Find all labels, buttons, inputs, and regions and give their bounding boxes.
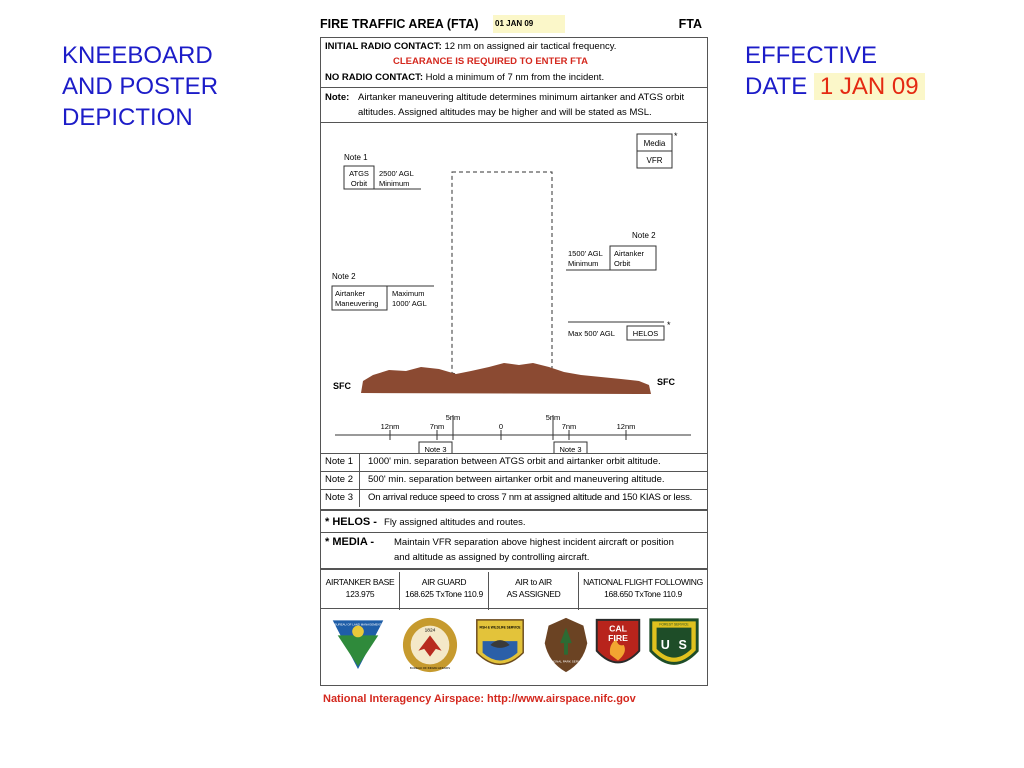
calfire-logo-icon bbox=[589, 616, 647, 674]
freq-label: NATIONAL FLIGHT FOLLOWING bbox=[583, 577, 703, 587]
vfr-label: VFR bbox=[646, 156, 663, 165]
divider bbox=[321, 509, 707, 511]
left-title-line: DEPICTION bbox=[62, 104, 193, 131]
helos-row bbox=[325, 516, 526, 528]
sfc-right-label: SFC bbox=[657, 377, 675, 387]
initial-contact-text: 12 nm on assigned air tactical frequency. bbox=[444, 41, 617, 52]
scale-12nm-right: 12nm bbox=[616, 422, 636, 431]
freq-air-guard bbox=[399, 572, 488, 610]
initial-contact bbox=[325, 41, 616, 52]
card-frame bbox=[320, 37, 708, 686]
freq-airtanker-base bbox=[321, 572, 399, 610]
note3-right-label: Note 3 bbox=[559, 445, 582, 453]
note-row bbox=[321, 453, 707, 471]
calfire-line2: FIRE bbox=[608, 633, 628, 644]
scale-7nm-right: 7nm bbox=[561, 422, 577, 431]
orbit-altitude: 1500' AGL bbox=[568, 249, 603, 258]
bia-text: BUREAU OF INDIAN AFFAIRS bbox=[409, 666, 451, 671]
effective-date-highlight: 1 JAN 09 bbox=[814, 73, 925, 100]
note1-label: Note 1 bbox=[344, 153, 368, 162]
note-separator bbox=[359, 453, 360, 471]
maneuver-altitude: 1000' AGL bbox=[392, 299, 427, 308]
helos-altitude: Max 500' AGL bbox=[568, 329, 615, 338]
usfs-text: FOREST SERVICE bbox=[659, 622, 689, 627]
clearance-text: CLEARANCE IS REQUIRED TO ENTER FTA bbox=[393, 56, 588, 67]
helos-asterisk: * bbox=[667, 320, 671, 330]
left-title bbox=[62, 40, 218, 133]
blm-logo-icon bbox=[329, 616, 387, 674]
bia-seal-icon bbox=[401, 616, 459, 674]
no-contact-label: NO RADIO CONTACT: bbox=[325, 72, 423, 83]
scale-5nm-right: 5nm bbox=[545, 413, 561, 422]
frequency-table bbox=[321, 572, 707, 610]
freq-air-to-air bbox=[488, 572, 578, 610]
fta-diagram bbox=[321, 123, 707, 453]
helos-label: * HELOS - bbox=[325, 516, 377, 528]
media-label: Media bbox=[643, 139, 666, 148]
note-line: Airtanker maneuvering altitude determines minimum airtanker and ATGS orbit bbox=[358, 92, 685, 103]
terrain-surface bbox=[361, 363, 651, 394]
note-text: On arrival reduce speed to cross 7 nm at assigned altitude and 150 KIAS or less. bbox=[368, 492, 693, 503]
left-title-line: AND POSTER bbox=[62, 73, 219, 100]
maneuver-airtanker-label: Airtanker bbox=[335, 289, 366, 298]
initial-contact-label: INITIAL RADIO CONTACT: bbox=[325, 41, 442, 52]
note-separator bbox=[359, 489, 360, 507]
freq-value: 168.650 TxTone 110.9 bbox=[604, 589, 682, 599]
note-line: altitudes. Assigned altitudes may be higher and will be stated as MSL. bbox=[358, 107, 652, 118]
orbit-minimum: Minimum bbox=[568, 259, 599, 268]
note-row bbox=[321, 471, 707, 489]
media-label: * MEDIA - bbox=[325, 536, 375, 548]
helos-text: Fly assigned altitudes and routes. bbox=[384, 517, 526, 528]
media-asterisk: * bbox=[674, 131, 678, 141]
no-contact bbox=[325, 72, 604, 83]
usfs-u: U bbox=[660, 637, 670, 652]
fta-card bbox=[320, 14, 708, 686]
freq-value: AS ASSIGNED bbox=[506, 589, 561, 599]
freq-label: AIR GUARD bbox=[421, 577, 467, 587]
sfc-left-label: SFC bbox=[333, 381, 351, 391]
note2-left-label: Note 2 bbox=[332, 272, 356, 281]
maneuvering-label: Maneuvering bbox=[335, 299, 379, 308]
nps-text: NATIONAL PARK SERVICE bbox=[546, 659, 586, 664]
fws-logo-icon bbox=[471, 616, 529, 674]
card-header bbox=[320, 14, 708, 36]
usfs-s: S bbox=[678, 637, 687, 652]
note-separator bbox=[359, 471, 360, 489]
calfire-line1: CAL bbox=[609, 623, 627, 634]
card-title: FIRE TRAFFIC AREA (FTA) bbox=[320, 17, 479, 31]
card-date: 01 JAN 09 bbox=[493, 15, 565, 33]
divider bbox=[321, 608, 707, 609]
airspace-footer[interactable]: National Interagency Airspace: http://www.airspace.nifc.gov bbox=[323, 693, 636, 705]
freq-value: 123.975 bbox=[345, 589, 375, 599]
divider bbox=[321, 532, 707, 533]
scale-zero: 0 bbox=[498, 422, 504, 431]
helos-box-label: HELOS bbox=[632, 329, 659, 338]
note-label: Note: bbox=[325, 92, 350, 103]
nps-arrowhead-icon bbox=[537, 616, 595, 674]
left-title-line: KNEEBOARD bbox=[62, 42, 213, 69]
incident-area bbox=[452, 172, 552, 379]
note2-right-label: Note 2 bbox=[632, 231, 656, 240]
fws-text: FISH & WILDLIFE SERVICE bbox=[479, 625, 521, 630]
bia-year: 1824 bbox=[424, 628, 436, 634]
divider bbox=[321, 87, 707, 88]
card-code: FTA bbox=[678, 17, 702, 31]
date-prefix: DATE bbox=[745, 73, 808, 100]
usfs-shield-icon bbox=[645, 616, 703, 674]
media-line: and altitude as assigned by controlling aircraft. bbox=[394, 552, 590, 563]
atgs-orbit-label: Orbit bbox=[350, 179, 368, 188]
freq-national-flight-following bbox=[578, 572, 707, 610]
divider bbox=[321, 568, 707, 570]
note3-left-label: Note 3 bbox=[424, 445, 447, 453]
note-text: 500' min. separation between airtanker orbit and maneuvering altitude. bbox=[368, 474, 665, 485]
maneuver-max-label: Maximum bbox=[392, 289, 425, 298]
freq-value: 168.625 TxTone 110.9 bbox=[405, 589, 483, 599]
note-row bbox=[321, 489, 707, 507]
atgs-altitude: 2500' AGL bbox=[379, 169, 414, 178]
freq-label: AIR to AIR bbox=[515, 577, 552, 587]
agency-logos bbox=[321, 616, 707, 678]
note-text: 1000' min. separation between ATGS orbit and airtanker orbit altitude. bbox=[368, 456, 661, 467]
effective-date-title bbox=[745, 40, 925, 102]
scale-12nm-left: 12nm bbox=[380, 422, 400, 431]
effective-date-line bbox=[745, 71, 925, 102]
blm-text: BUREAU OF LAND MANAGEMENT bbox=[334, 622, 382, 627]
note-key: Note 3 bbox=[325, 492, 353, 503]
orbit-label: Orbit bbox=[614, 259, 631, 268]
atgs-label: ATGS bbox=[349, 169, 369, 178]
freq-label: AIRTANKER BASE bbox=[325, 577, 395, 587]
no-contact-text: Hold a minimum of 7 nm from the incident. bbox=[425, 72, 605, 83]
atgs-minimum: Minimum bbox=[379, 179, 410, 188]
note-key: Note 1 bbox=[325, 456, 353, 467]
media-line: Maintain VFR separation above highest incident aircraft or position bbox=[394, 537, 674, 548]
airtanker-label: Airtanker bbox=[614, 249, 645, 258]
scale-5nm-left: 5nm bbox=[445, 413, 461, 422]
effective-label: EFFECTIVE bbox=[745, 42, 878, 69]
scale-7nm-left: 7nm bbox=[429, 422, 445, 431]
note-key: Note 2 bbox=[325, 474, 353, 485]
